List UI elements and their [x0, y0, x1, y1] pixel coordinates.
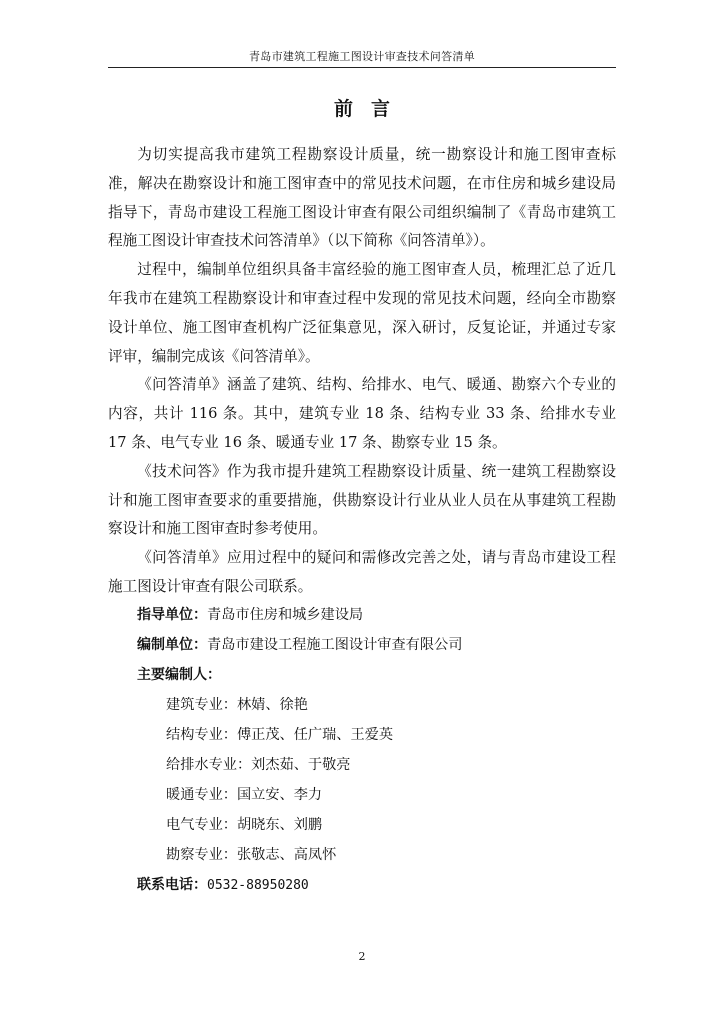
guide-unit-value: 青岛市住房和城乡建设局	[207, 607, 364, 623]
compiler-specialty: 电气专业：	[166, 817, 237, 833]
compilers-label: 主要编制人：	[137, 667, 221, 683]
editor-unit-label: 编制单位：	[137, 637, 207, 653]
paragraph-process: 过程中，编制单位组织具备丰富经验的施工图审查人员，梳理汇总了近几年我市在建筑工程勘察设计和审查过程中发现的常见技术问题，经向全市勘察设计单位、施工图审查机构广泛征集意见，深入研讨，反复论证，并通过专家评审，编制完成该《问答清单》。	[108, 261, 616, 365]
compiler-names: 傅正茂、任广瑞、王爱英	[236, 727, 394, 743]
compiler-names: 林婧、徐艳	[236, 697, 308, 713]
paragraph-usage: 《技术问答》作为我市提升建筑工程勘察设计质量、统一建筑工程勘察设计和施工图审查要求的重要措施，供勘察设计行业从业人员在从事建筑工程勘察设计和施工图审查时参考使用。	[108, 462, 616, 538]
guide-unit-label: 指导单位：	[137, 607, 207, 623]
compiler-row-survey	[108, 840, 616, 870]
page-number: 2	[358, 950, 366, 963]
phone-number: 0532-88950280	[207, 878, 309, 893]
editor-unit-row	[108, 630, 616, 660]
compiler-names: 国立安、李力	[236, 787, 323, 803]
credits-block	[108, 600, 616, 900]
compiler-specialty: 勘察专业：	[166, 847, 237, 863]
compilers-heading-row	[108, 660, 616, 690]
compiler-names: 胡晓东、刘鹏	[236, 817, 323, 833]
compiler-row-architecture	[108, 690, 616, 720]
paragraph-purpose: 为切实提高我市建筑工程勘察设计质量，统一勘察设计和施工图审查标准，解决在勘察设计和施工图审查中的常见技术问题，在市住房和城乡建设局指导下，青岛市建设工程施工图设计审查有限公司组织编制了《青岛市建筑工程施工图设计审查技术问答清单》（以下简称《问答清单》）。	[108, 146, 616, 250]
compiler-row-hvac	[108, 780, 616, 810]
compiler-specialty: 建筑专业：	[166, 697, 237, 713]
page-title: 前言	[333, 98, 408, 120]
compiler-names: 刘杰茹、于敬亮	[251, 757, 351, 773]
compiler-row-structure	[108, 720, 616, 750]
compiler-specialty: 暖通专业：	[166, 787, 237, 803]
guide-unit-row	[108, 600, 616, 630]
editor-unit-value: 青岛市建设工程施工图设计审查有限公司	[207, 637, 463, 653]
phone-label: 联系电话：	[137, 877, 207, 893]
compiler-row-electrical	[108, 810, 616, 840]
compiler-row-plumbing	[108, 750, 616, 780]
running-header: 青岛市建筑工程施工图设计审查技术问答清单	[249, 50, 475, 63]
paragraph-scope: 《问答清单》涵盖了建筑、结构、给排水、电气、暖通、勘察六个专业的内容，共计 116 条。其中，建筑专业 18 条、结构专业 33 条、给排水专业 17 条、电气专业 16 条、暖通专业 17 条、勘察专业 15 条。	[108, 376, 616, 451]
preface-body	[108, 141, 616, 602]
header-rule	[108, 67, 616, 68]
compiler-specialty: 结构专业：	[166, 727, 237, 743]
phone-row	[108, 870, 616, 900]
compiler-names: 张敬志、高凤怀	[236, 847, 337, 863]
paragraph-contact: 《问答清单》应用过程中的疑问和需修改完善之处，请与青岛市建设工程施工图设计审查有限公司联系。	[108, 549, 616, 595]
compiler-specialty: 给排水专业：	[166, 757, 252, 773]
